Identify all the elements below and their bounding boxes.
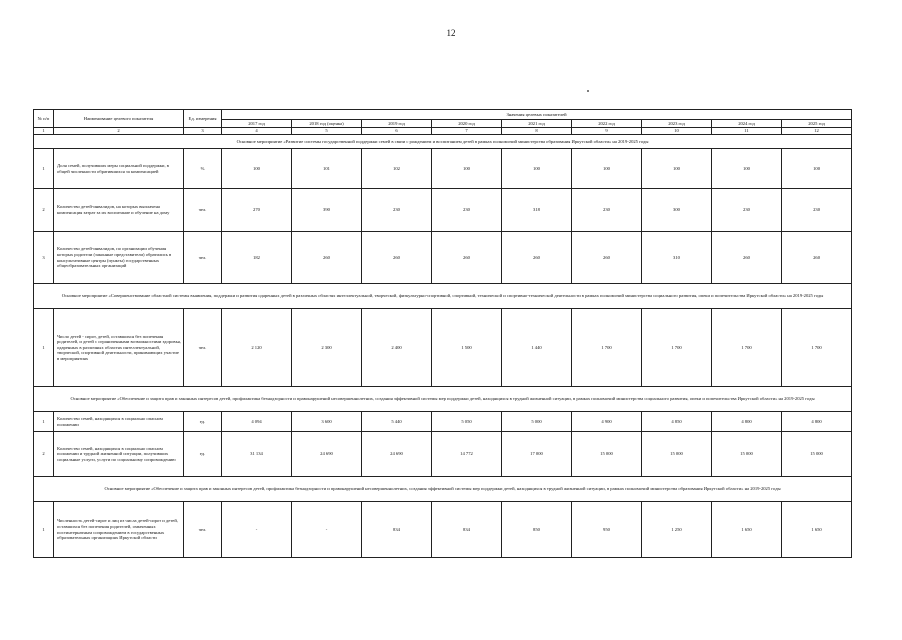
value-cell: 260 [362,232,432,284]
value-cell: 834 [432,502,502,558]
row-number: 1 [34,412,54,432]
value-cell: 310 [642,232,712,284]
value-cell: 270 [222,189,292,232]
header-row-1 [34,110,852,120]
section-row [34,135,852,149]
column-number: 5 [292,128,362,135]
value-cell: 2 300 [292,309,362,387]
header-num: № п/п [34,110,54,128]
value-cell: 1 700 [712,309,782,387]
header-year: 2024 год [712,120,782,128]
value-cell: 15 000 [642,432,712,477]
value-cell: 100 [642,149,712,189]
value-cell: 260 [782,232,852,284]
unit-cell: ед. [184,412,222,432]
header-year: 2023 год [642,120,712,128]
value-cell: 5 050 [432,412,502,432]
value-cell: 1 500 [432,309,502,387]
value-cell: 100 [502,149,572,189]
column-number: 6 [362,128,432,135]
value-cell: 850 [502,502,572,558]
header-unit: Ед. измерения [184,110,222,128]
header-year: 2019 год [362,120,432,128]
scan-dot [587,90,589,92]
value-cell: 230 [572,189,642,232]
value-cell: 230 [782,189,852,232]
value-cell: 15 000 [782,432,852,477]
table-row [34,309,852,387]
value-cell: 102 [362,149,432,189]
value-cell: 318 [502,189,572,232]
value-cell: 5 440 [362,412,432,432]
unit-cell: % [184,149,222,189]
column-number: 11 [712,128,782,135]
row-number: 3 [34,232,54,284]
section-title: Основное мероприятие «Совершенствование областной системы выявления, поддержки и развития одаренных детей в различных областях интеллектуальной, творческой, физкультурно-спортивной, спортивной, технической и спортивно-технической деятельности в рамках полномочий министерства социального развития, опеки и попечительства Иркутской области» на 2019-2025 годы [34,284,852,309]
column-number: 10 [642,128,712,135]
row-number: 1 [34,502,54,558]
row-number: 2 [34,432,54,477]
header-year: 2018 год (оценка) [292,120,362,128]
column-number: 9 [572,128,642,135]
value-cell: 950 [572,502,642,558]
value-cell: 182 [222,232,292,284]
header-year: 2025 год [782,120,852,128]
value-cell: 31 134 [222,432,292,477]
indicator-name: Количество семей, находящихся в социально опасном положении [54,412,184,432]
value-cell: 1 650 [782,502,852,558]
value-cell: 24 690 [362,432,432,477]
value-cell: 15 000 [572,432,642,477]
value-cell: - [292,502,362,558]
value-cell: 24 690 [292,432,362,477]
value-cell: 17 000 [502,432,572,477]
value-cell: 1 700 [642,309,712,387]
value-cell: 1 250 [642,502,712,558]
header-year: 2021 год [502,120,572,128]
indicator-name: Количество детей-инвалидов, по организации обучения которых родители (законные представители) обратились в консультативные центры (пункты) государственных общеобразовательных организаций [54,232,184,284]
unit-cell: чел. [184,502,222,558]
column-number: 3 [184,128,222,135]
section-row [34,477,852,502]
value-cell: 100 [222,149,292,189]
value-cell: 2 120 [222,309,292,387]
target-indicators-table [33,109,852,558]
value-cell: 834 [362,502,432,558]
value-cell: 1 440 [502,309,572,387]
value-cell: 4 800 [782,412,852,432]
value-cell: 100 [712,149,782,189]
column-number: 8 [502,128,572,135]
value-cell: 100 [432,149,502,189]
value-cell: 260 [432,232,502,284]
value-cell: 1 650 [712,502,782,558]
indicator-name: Доля семей, получивших меры социальной поддержки, в общей численности обратившихся за компенсацией [54,149,184,189]
value-cell: 300 [642,189,712,232]
header-year: 2022 год [572,120,642,128]
unit-cell: чел. [184,232,222,284]
value-cell: 5 000 [502,412,572,432]
value-cell: 14 772 [432,432,502,477]
column-number: 7 [432,128,502,135]
table-row [34,149,852,189]
value-cell: 260 [292,232,362,284]
indicator-name: Количество детей-инвалидов, на которых выплачена компенсация затрат за их воспитание и обучение на дому [54,189,184,232]
value-cell: 4 094 [222,412,292,432]
value-cell: 101 [292,149,362,189]
value-cell: 100 [782,149,852,189]
indicator-name: Число детей - сирот, детей, оставшихся без попечения родителей, и детей с ограниченными возможностями здоровья, одаренных в различных областях интеллектуальной, творческой, спортивной деятельности, принимающих участие в мероприятиях [54,309,184,387]
column-number: 4 [222,128,292,135]
value-cell: 260 [572,232,642,284]
table-row [34,232,852,284]
value-cell: 15 000 [712,432,782,477]
header-name: Наименование целевого показателя [54,110,184,128]
header-values-group: Значения целевых показателей [222,110,852,120]
unit-cell: чел. [184,189,222,232]
value-cell: 100 [572,149,642,189]
header-year: 2020 год [432,120,502,128]
section-title: Основное мероприятие «Развитие системы государственной поддержки семей в связи с рождением и воспитанием детей в рамках полномочий министерства образования Иркутской области» на 2019-2025 годы [34,135,852,149]
value-cell: 230 [712,189,782,232]
section-title: Основное мероприятие «Обеспечение и защита прав и законных интересов детей, профилактика безнадзорности и правонарушений несовершеннолетних, создания эффективной системы мер поддержки детей, находящихся в трудной жизненной ситуации, в рамках полномочий министерства образования Иркутской области» на 2019-2025 годы [34,477,852,502]
page-number: 12 [446,28,456,38]
row-number: 1 [34,309,54,387]
table-row [34,502,852,558]
unit-cell: ед. [184,432,222,477]
column-numbers-row [34,128,852,135]
value-cell: 4 900 [572,412,642,432]
unit-cell: чел. [184,309,222,387]
value-cell: 260 [712,232,782,284]
section-row [34,387,852,412]
value-cell: - [222,502,292,558]
header-year: 2017 год [222,120,292,128]
table-row [34,189,852,232]
row-number: 1 [34,149,54,189]
value-cell: 260 [502,232,572,284]
row-number: 2 [34,189,54,232]
column-number: 1 [34,128,54,135]
value-cell: 3 600 [292,412,362,432]
value-cell: 4 850 [642,412,712,432]
value-cell: 4 800 [712,412,782,432]
value-cell: 1 700 [572,309,642,387]
indicator-name: Численность детей-сирот и лиц из числа детей-сирот и детей, оставшихся без попечения родителей, охваченных постинтернатным сопровождением в государственных образовательных организациях Иркутской области [54,502,184,558]
value-cell: 390 [292,189,362,232]
indicator-name: Количество семей, находящихся в социально опасном положении и трудной жизненной ситуации, получивших социальные услуги, услуги по социальному сопровождению [54,432,184,477]
column-number: 12 [782,128,852,135]
section-row [34,284,852,309]
table-row [34,432,852,477]
value-cell: 230 [432,189,502,232]
column-number: 2 [54,128,184,135]
table-row [34,412,852,432]
section-title: Основное мероприятие «Обеспечение и защита прав и законных интересов детей, профилактика безнадзорности и правонарушений несовершеннолетних, создания эффективной системы мер поддержки детей, находящихся в трудной жизненной ситуации, в рамках полномочий министерства социального развития, опеки и попечительства Иркутской области» на 2019-2025 годы [34,387,852,412]
value-cell: 1 700 [782,309,852,387]
value-cell: 230 [362,189,432,232]
value-cell: 2 400 [362,309,432,387]
